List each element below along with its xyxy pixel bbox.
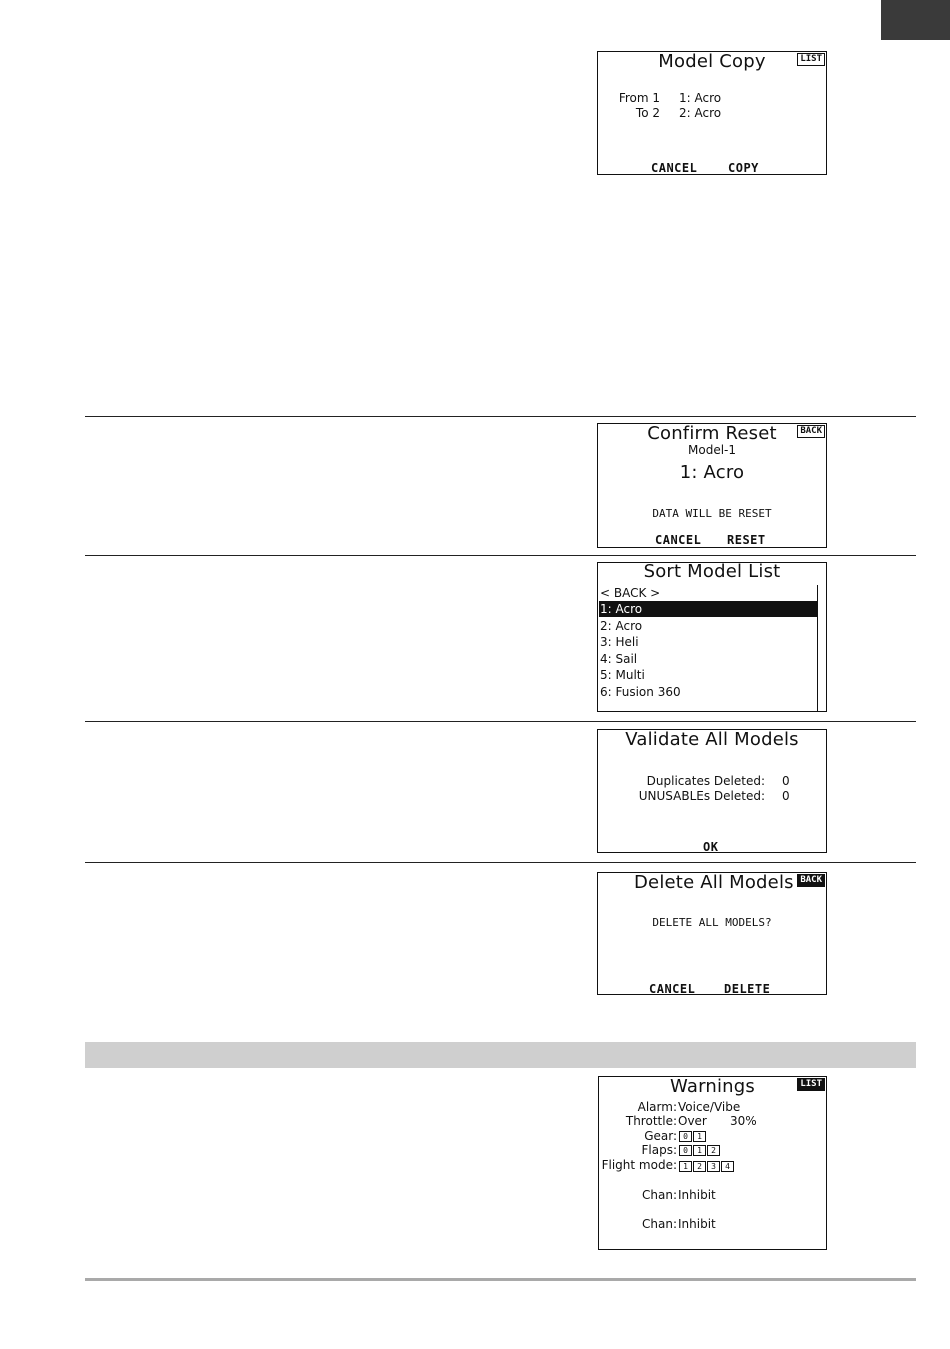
position-box[interactable]: 0 <box>679 1145 692 1156</box>
gear-positions[interactable] <box>679 1131 707 1142</box>
position-box[interactable]: 2 <box>707 1145 720 1156</box>
screen-title: Delete All Models <box>634 872 794 893</box>
alarm-value[interactable]: Voice/Vibe <box>678 1100 741 1114</box>
cancel-button[interactable]: CANCEL <box>649 982 696 995</box>
delete-message: DELETE ALL MODELS? <box>652 916 772 929</box>
footer-rule <box>85 1278 916 1281</box>
scrollbar[interactable] <box>817 585 826 711</box>
chan-value[interactable]: Inhibit <box>678 1217 716 1231</box>
list-tag[interactable]: LIST <box>797 1078 825 1091</box>
list-tag[interactable]: LIST <box>797 53 825 66</box>
reset-message: DATA WILL BE RESET <box>652 507 772 520</box>
chan-label: Chan: <box>642 1217 677 1231</box>
position-box[interactable]: 2 <box>693 1161 706 1172</box>
duplicates-label: Duplicates Deleted: <box>646 774 765 788</box>
cancel-button[interactable]: CANCEL <box>655 533 702 547</box>
from-label: From 1 <box>618 91 660 105</box>
section-divider <box>85 555 916 556</box>
section-divider <box>85 721 916 722</box>
section-divider <box>85 862 916 863</box>
delete-button[interactable]: DELETE <box>724 982 771 995</box>
to-value[interactable]: 2: Acro <box>679 106 722 120</box>
list-item[interactable]: 3: Heli <box>600 635 639 649</box>
position-box[interactable]: 3 <box>707 1161 720 1172</box>
position-box[interactable]: 0 <box>679 1131 692 1142</box>
reset-button[interactable]: RESET <box>727 533 766 547</box>
model-label: Model-1 <box>688 443 736 457</box>
position-box[interactable]: 1 <box>693 1131 706 1142</box>
throttle-value[interactable]: Over <box>678 1114 707 1128</box>
section-divider <box>85 416 916 417</box>
validate-all-models-screen <box>597 729 827 853</box>
delete-all-models-screen <box>597 872 827 995</box>
list-item[interactable]: 2: Acro <box>600 619 643 633</box>
chan-label: Chan: <box>642 1188 677 1202</box>
flight-mode-positions[interactable] <box>679 1161 735 1172</box>
model-copy-screen <box>597 51 827 175</box>
list-item[interactable]: 4: Sail <box>600 652 638 666</box>
position-box[interactable]: 4 <box>721 1161 734 1172</box>
to-label: To 2 <box>635 106 660 120</box>
gear-label: Gear: <box>644 1129 677 1143</box>
list-item[interactable]: 6: Fusion 360 <box>600 685 681 699</box>
warnings-screen <box>598 1076 827 1250</box>
from-value[interactable]: 1: Acro <box>679 91 722 105</box>
confirm-reset-screen <box>597 423 827 548</box>
flaps-label: Flaps: <box>641 1143 677 1157</box>
list-item[interactable]: 1: Acro <box>599 601 817 617</box>
flight-mode-label: Flight mode: <box>601 1158 677 1172</box>
unusables-value: 0 <box>782 789 790 803</box>
throttle-label: Throttle: <box>625 1114 677 1128</box>
screen-title: Sort Model List <box>643 562 781 582</box>
position-box[interactable]: 1 <box>679 1161 692 1172</box>
screen-title: Model Copy <box>658 51 766 72</box>
flaps-positions[interactable] <box>679 1145 721 1156</box>
section-header-band <box>85 1042 916 1068</box>
chapter-tab <box>881 0 950 40</box>
duplicates-value: 0 <box>782 774 790 788</box>
screen-title: Validate All Models <box>625 729 799 750</box>
back-nav[interactable]: < BACK > <box>600 586 661 600</box>
alarm-label: Alarm: <box>637 1100 677 1114</box>
model-name: 1: Acro <box>679 462 745 483</box>
back-tag[interactable]: BACK <box>797 874 825 887</box>
screen-title: Confirm Reset <box>647 423 777 444</box>
cancel-button[interactable]: CANCEL <box>651 161 698 175</box>
chan-value[interactable]: Inhibit <box>678 1188 716 1202</box>
list-item[interactable]: 5: Multi <box>600 668 645 682</box>
copy-button[interactable]: COPY <box>728 161 759 175</box>
unusables-label: UNUSABLEs Deleted: <box>638 789 765 803</box>
back-tag[interactable]: BACK <box>797 425 825 438</box>
screen-title: Warnings <box>670 1076 755 1097</box>
sort-model-list-screen <box>597 562 827 712</box>
position-box[interactable]: 1 <box>693 1145 706 1156</box>
ok-button[interactable]: OK <box>703 840 719 853</box>
throttle-percent[interactable]: 30% <box>730 1114 757 1128</box>
